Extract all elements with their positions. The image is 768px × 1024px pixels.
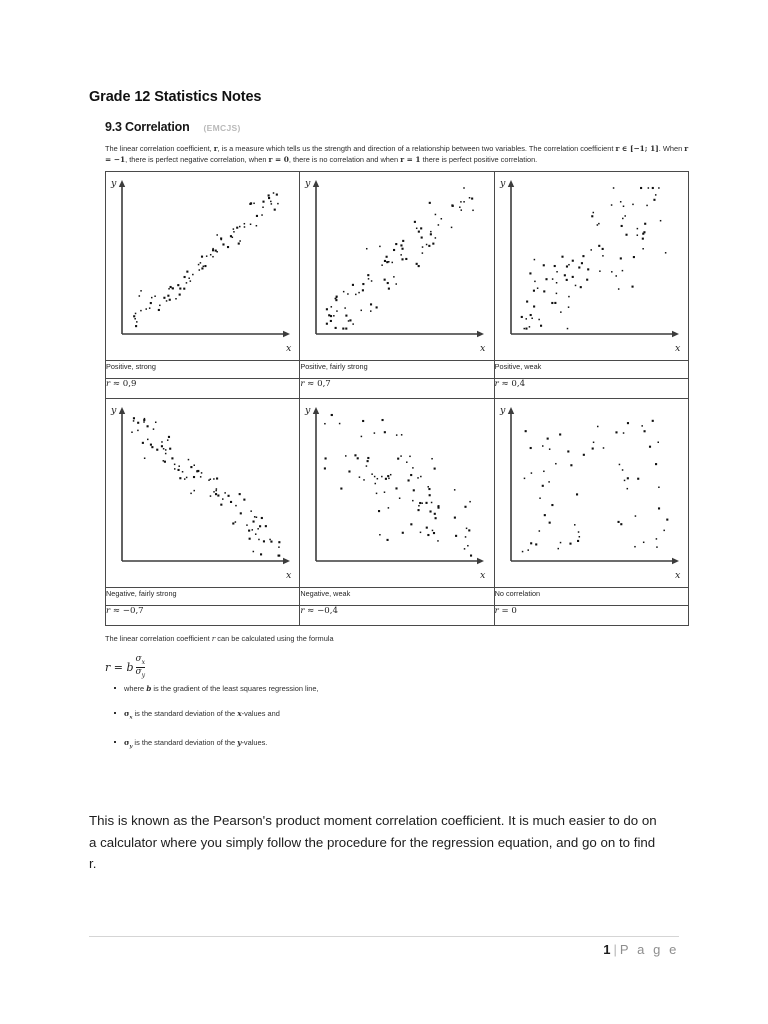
sigma-subscript-x: x [141,659,146,667]
bullet-sigma-y [105,737,689,752]
rvalue-symbol: r [106,606,111,617]
rvalue-no-correlation [494,606,688,626]
closing-paragraph: This is known as the Pearson's product moment correlation coefficient. It is much easier to do on a calculator where you simply follow the procedure for the regression equation, and go on to find r. [89,813,657,871]
bullet-symbol-x: x [237,708,242,718]
rvalue-number: ≈ 0,9 [112,379,137,390]
scatter-plot-negative-fairly-strong [106,399,299,587]
rvalue-number: ≈ −0,7 [112,606,144,617]
bullet-text-b: -values and [241,708,280,718]
rvalue-symbol: r [494,606,499,617]
rvalue-positive-fairly-strong [300,379,494,399]
sigma-glyph: σ [124,708,130,718]
rvalue-positive-weak [494,379,688,399]
rvalue-symbol: r [494,379,499,390]
rvalue-number: ≈ 0,4 [501,379,526,390]
bullet-text-b: -values. [241,738,268,748]
table-row-rvalues-bottom [106,606,689,626]
formula-lhs: r = b [105,660,134,674]
intro-range: r ∈ [−1; 1] [615,144,659,153]
plot-cell-positive-strong [106,172,300,361]
formula-numerator [136,655,146,666]
sigma-subscript-x: x [129,714,133,721]
svg-text:x: x [674,343,681,355]
svg-text:y: y [111,178,117,190]
label-no-correlation: No correlation [494,588,688,606]
sigma-glyph: σ [124,738,130,748]
scatter-svg-positive-strong [106,172,300,360]
correlation-formula [105,655,689,678]
plot-cell-positive-fairly-strong [300,172,494,361]
intro-symbol-r: r [213,144,218,153]
bullet-symbol-y: y [237,738,242,748]
sigma-glyph: σ [135,666,142,677]
bullet-text-a: is the standard deviation of the [132,738,238,748]
footer-page-number: 1 [603,942,611,957]
footer-separator: | [613,942,617,957]
rvalue-number: ≈ 0,7 [307,379,331,390]
plot-cell-negative-weak [300,399,494,588]
svg-text:x: x [286,570,292,582]
bullet-symbol-b: b [146,683,152,693]
rvalue-positive-strong [106,379,300,399]
formula-lead-text [105,633,689,644]
rvalue-number: ≈ −0,4 [307,606,338,617]
table-row-labels-top [106,361,689,379]
document-title: Grade 12 Statistics Notes [89,89,262,105]
intro-text-d: , there is perfect negative correlation, when [125,155,269,165]
section-code-tag: (EMCJS) [203,123,241,133]
scatter-svg-positive-fairly-strong [300,172,494,360]
correlation-table [105,171,689,626]
formula-bullet-list [105,683,689,753]
scanned-content-block [105,120,689,767]
intro-eq-zero: r = 0 [268,155,289,165]
svg-text:x: x [480,343,486,355]
label-positive-strong: Positive, strong [106,361,300,379]
svg-text:y: y [305,178,311,190]
scatter-svg-no-correlation [495,399,689,587]
svg-text:y: y [499,405,506,417]
table-row-plots-bottom [106,399,689,588]
formula-fraction [136,655,146,678]
label-negative-weak: Negative, weak [300,588,494,606]
bullet-text-b: is the gradient of the least squares regression line, [151,683,319,693]
svg-text:y: y [111,405,117,417]
plot-cell-positive-weak [494,172,688,361]
rvalue-number: = 0 [501,606,517,617]
bullet-sigma-x [105,708,689,723]
label-positive-fairly-strong: Positive, fairly strong [300,361,494,379]
scatter-plot-negative-weak [300,399,493,587]
intro-text-a: The linear correlation coefficient, [105,144,214,153]
scatter-plot-positive-strong [106,172,299,360]
intro-text-f: there is perfect positive correlation. [420,155,538,165]
footer-divider [89,936,679,937]
svg-text:x: x [286,343,292,355]
formula-lead-symbol-r: r [211,634,216,644]
section-heading [105,120,689,134]
bullet-text-a: is the standard deviation of the [132,708,238,718]
table-row-plots-top [106,172,689,361]
sigma-glyph: σ [135,654,142,665]
bullet-gradient [105,683,689,694]
label-positive-weak: Positive, weak [494,361,688,379]
section-number-title: 9.3 Correlation [105,120,190,134]
bullet-text-a: where [124,683,147,693]
rvalue-symbol: r [300,606,305,617]
svg-text:x: x [674,570,681,582]
table-row-rvalues-top [106,379,689,399]
plot-cell-no-correlation [494,399,688,588]
intro-text-e: , there is no correlation and when [288,155,401,165]
sigma-subscript-y: y [141,671,146,679]
rvalue-negative-weak [300,606,494,626]
svg-text:x: x [480,570,486,582]
sigma-subscript-y: y [129,743,133,750]
plot-cell-negative-fairly-strong [106,399,300,588]
svg-text:y: y [305,405,311,417]
scatter-plot-positive-weak [495,172,688,360]
formula-denominator [136,667,146,679]
formula-section [105,633,689,752]
label-negative-fairly-strong: Negative, fairly strong [106,588,300,606]
intro-text-b: , is a measure which tells us the strength and direction of a relationship between two variables. The correlation coefficient [217,144,614,153]
scatter-plot-no-correlation [495,399,688,587]
page-footer [603,942,679,957]
rvalue-symbol: r [106,379,111,390]
formula-lead-b: can be calculated using the formula [215,634,334,644]
table-row-labels-bottom [106,588,689,606]
formula-lead-a: The linear correlation coefficient [105,634,212,644]
intro-eq-one: r = 1 [400,155,421,165]
footer-page-word: P a g e [619,942,679,957]
rvalue-symbol: r [300,379,305,390]
rvalue-negative-fairly-strong [106,606,300,626]
intro-text-c: . When [658,144,685,153]
scatter-svg-positive-weak [495,172,689,360]
scatter-plot-positive-fairly-strong [300,172,493,360]
intro-eq-neg1: r = −1 [105,144,689,165]
section-intro-paragraph [105,143,689,165]
scatter-svg-negative-fairly-strong [106,399,300,587]
scatter-svg-negative-weak [300,399,494,587]
svg-text:y: y [499,178,506,190]
